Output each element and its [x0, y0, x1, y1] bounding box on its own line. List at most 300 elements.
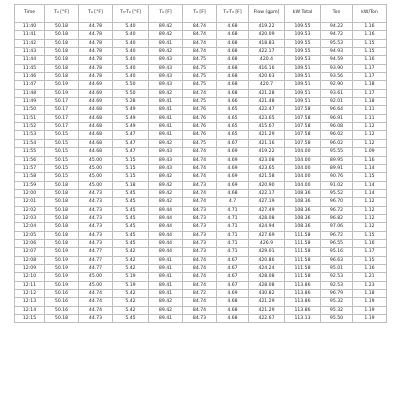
- table-cell: 1.16: [353, 31, 387, 39]
- table-cell: 95.52: [321, 189, 353, 197]
- table-cell: 5.40: [113, 39, 149, 47]
- table-cell: 44.78: [79, 73, 113, 81]
- table-cell: 12:02: [15, 206, 45, 214]
- table-cell: 50.17: [45, 114, 79, 122]
- table-cell: 424.94: [249, 223, 285, 231]
- table-cell: 84.74: [183, 306, 217, 314]
- table-cell: 84.76: [183, 114, 217, 122]
- table-cell: 5.15: [113, 156, 149, 164]
- table-cell: 84.73: [183, 181, 217, 189]
- table-cell: 423.65: [249, 114, 285, 122]
- table-cell: 89.41: [149, 273, 183, 281]
- table-cell: 421.29: [249, 298, 285, 306]
- table-cell: 11:53: [15, 131, 45, 139]
- table-cell: 11:49: [15, 98, 45, 106]
- table-cell: 107.58: [285, 131, 321, 139]
- table-cell: 11:47: [15, 81, 45, 89]
- table-cell: 44.73: [79, 206, 113, 214]
- table-cell: 1.09: [353, 148, 387, 156]
- table-cell: 45.00: [79, 164, 113, 172]
- table-row: [15, 239, 387, 247]
- table-cell: 11:52: [15, 123, 45, 131]
- table-cell: 1.18: [353, 98, 387, 106]
- column-header: T₀-T₀ [°F]: [113, 5, 149, 23]
- table-cell: 4.65: [217, 123, 249, 131]
- table-cell: 5.45: [113, 223, 149, 231]
- table-row: [15, 248, 387, 256]
- table-cell: 50.19: [45, 81, 79, 89]
- table-cell: 430.82: [249, 290, 285, 298]
- table-cell: 44.73: [79, 315, 113, 323]
- table-cell: 12:06: [15, 239, 45, 247]
- table-cell: 89.41: [149, 98, 183, 106]
- column-header: T₀-T₀ [F]: [217, 5, 249, 23]
- table-cell: 1.15: [353, 48, 387, 56]
- table-cell: 5.42: [113, 290, 149, 298]
- table-cell: 50.15: [45, 148, 79, 156]
- table-cell: 12:00: [15, 189, 45, 197]
- table-cell: 11:48: [15, 89, 45, 97]
- table-cell: 5.45: [113, 239, 149, 247]
- table-cell: 89.41: [149, 106, 183, 114]
- table-cell: 96.55: [321, 239, 353, 247]
- table-cell: 50.17: [45, 123, 79, 131]
- table-cell: 1.16: [353, 264, 387, 272]
- table-cell: 416.16: [249, 64, 285, 72]
- table-cell: 11:42: [15, 39, 45, 47]
- table-cell: 95.53: [321, 39, 353, 47]
- table-cell: 12:12: [15, 290, 45, 298]
- table-cell: 12:01: [15, 198, 45, 206]
- table-cell: 97.06: [321, 223, 353, 231]
- table-cell: 44.73: [79, 223, 113, 231]
- table-cell: 11:41: [15, 31, 45, 39]
- table-cell: 111.58: [285, 264, 321, 272]
- table-cell: 422.47: [249, 106, 285, 114]
- table-cell: 95.32: [321, 298, 353, 306]
- table-cell: 109.51: [285, 98, 321, 106]
- table-cell: 89.42: [149, 23, 183, 31]
- table-cell: 84.75: [183, 73, 217, 81]
- table-cell: 11:40: [15, 23, 45, 31]
- table-cell: 84.75: [183, 139, 217, 147]
- table-cell: 44.73: [79, 214, 113, 222]
- table-cell: 4.71: [217, 248, 249, 256]
- table-cell: 420.86: [249, 256, 285, 264]
- table-cell: 424.24: [249, 264, 285, 272]
- table-cell: 11:46: [15, 73, 45, 81]
- table-cell: 418.83: [249, 39, 285, 47]
- table-row: [15, 290, 387, 298]
- table-cell: 50.16: [45, 298, 79, 306]
- table-row: [15, 48, 387, 56]
- table-cell: 109.51: [285, 64, 321, 72]
- table-cell: 50.18: [45, 56, 79, 64]
- table-cell: 89.43: [149, 73, 183, 81]
- table-cell: 84.73: [183, 231, 217, 239]
- table-cell: 93.56: [321, 73, 353, 81]
- table-cell: 96.82: [321, 214, 353, 222]
- table-cell: 84.76: [183, 131, 217, 139]
- table-row: [15, 39, 387, 47]
- table-cell: 93.90: [321, 64, 353, 72]
- table-cell: 5.47: [113, 139, 149, 147]
- column-header: Ton: [321, 5, 353, 23]
- table-cell: 4.69: [217, 173, 249, 181]
- table-cell: 89.42: [149, 298, 183, 306]
- table-cell: 12:15: [15, 315, 45, 323]
- table-cell: 1.11: [353, 106, 387, 114]
- table-cell: 96.70: [321, 198, 353, 206]
- table-cell: 1.17: [353, 89, 387, 97]
- table-cell: 107.58: [285, 123, 321, 131]
- table-row: [15, 106, 387, 114]
- table-cell: 104.00: [285, 164, 321, 172]
- table-cell: 4.67: [217, 264, 249, 272]
- table-cell: 113.86: [285, 290, 321, 298]
- table-cell: 50.18: [45, 239, 79, 247]
- table-cell: 420.09: [249, 31, 285, 39]
- table-cell: 428.08: [249, 273, 285, 281]
- table-cell: 89.41: [149, 290, 183, 298]
- table-cell: 89.42: [149, 189, 183, 197]
- table-cell: 107.58: [285, 114, 321, 122]
- table-cell: 12:08: [15, 256, 45, 264]
- table-cell: 427.69: [249, 231, 285, 239]
- table-cell: 4.7: [217, 198, 249, 206]
- table-cell: 5.28: [113, 98, 149, 106]
- table-cell: 89.41: [149, 281, 183, 289]
- table-cell: 96.72: [321, 206, 353, 214]
- table-cell: 44.78: [79, 23, 113, 31]
- table-cell: 4.68: [217, 306, 249, 314]
- table-cell: 96.79: [321, 290, 353, 298]
- table-cell: 44.78: [79, 64, 113, 72]
- table-cell: 5.40: [113, 56, 149, 64]
- table-row: [15, 256, 387, 264]
- table-cell: 5.42: [113, 298, 149, 306]
- table-body: [15, 23, 387, 323]
- column-header: T₀ [°F]: [79, 5, 113, 23]
- table-cell: 84.76: [183, 106, 217, 114]
- table-cell: 5.45: [113, 198, 149, 206]
- table-cell: 4.68: [217, 189, 249, 197]
- table-cell: 5.15: [113, 173, 149, 181]
- table-cell: 50.18: [45, 39, 79, 47]
- column-header: T₀ [°F]: [45, 5, 79, 23]
- table-cell: 44.69: [79, 89, 113, 97]
- table-row: [15, 139, 387, 147]
- table-cell: 421.58: [249, 173, 285, 181]
- table-cell: 44.74: [79, 290, 113, 298]
- table-cell: 427.19: [249, 198, 285, 206]
- table-cell: 415.67: [249, 123, 285, 131]
- table-cell: 1.17: [353, 73, 387, 81]
- table-cell: 4.68: [217, 315, 249, 323]
- table-cell: 50.15: [45, 156, 79, 164]
- table-cell: 5.15: [113, 164, 149, 172]
- table-cell: 84.73: [183, 214, 217, 222]
- table-cell: 44.77: [79, 256, 113, 264]
- table-cell: 50.18: [45, 48, 79, 56]
- table-cell: 1.14: [353, 164, 387, 172]
- table-cell: 428.08: [249, 281, 285, 289]
- table-cell: 11:43: [15, 48, 45, 56]
- table-cell: 11:51: [15, 114, 45, 122]
- table-cell: 84.75: [183, 81, 217, 89]
- table-cell: 4.68: [217, 56, 249, 64]
- table-cell: 50.18: [45, 214, 79, 222]
- table-cell: 89.41: [149, 256, 183, 264]
- table-cell: 420.63: [249, 73, 285, 81]
- table-cell: 92.53: [321, 281, 353, 289]
- table-cell: 94.59: [321, 56, 353, 64]
- table-cell: 96.64: [321, 106, 353, 114]
- table-cell: 44.73: [79, 198, 113, 206]
- column-header: Flow [gpm]: [249, 5, 285, 23]
- table-cell: 93.61: [321, 89, 353, 97]
- table-cell: 84.75: [183, 56, 217, 64]
- table-cell: 111.58: [285, 248, 321, 256]
- table-cell: 95.01: [321, 264, 353, 272]
- table-cell: 95.55: [321, 148, 353, 156]
- table-row: [15, 281, 387, 289]
- table-row: [15, 123, 387, 131]
- table-row: [15, 198, 387, 206]
- table-cell: 12:03: [15, 214, 45, 222]
- table-cell: 5.42: [113, 306, 149, 314]
- table-cell: 11:50: [15, 106, 45, 114]
- table-cell: 4.68: [217, 39, 249, 47]
- table-cell: 1.15: [353, 39, 387, 47]
- table-cell: 111.58: [285, 256, 321, 264]
- table-cell: 4.67: [217, 281, 249, 289]
- table-cell: 109.51: [285, 89, 321, 97]
- table-cell: 50.17: [45, 106, 79, 114]
- table-cell: 89.41: [149, 114, 183, 122]
- table-cell: 111.58: [285, 239, 321, 247]
- header-row: [15, 5, 387, 23]
- table-cell: 4.68: [217, 298, 249, 306]
- table-cell: 4.69: [217, 290, 249, 298]
- table-cell: 419.22: [249, 23, 285, 31]
- table-cell: 104.00: [285, 148, 321, 156]
- table-cell: 5.42: [113, 256, 149, 264]
- table-cell: 428.08: [249, 214, 285, 222]
- table-cell: 422.17: [249, 189, 285, 197]
- table-cell: 96.02: [321, 131, 353, 139]
- table-cell: 44.78: [79, 48, 113, 56]
- table-cell: 50.18: [45, 73, 79, 81]
- table-cell: 11:45: [15, 64, 45, 72]
- table-cell: 109.55: [285, 48, 321, 56]
- table-cell: 1.12: [353, 139, 387, 147]
- table-cell: 50.17: [45, 98, 79, 106]
- table-cell: 5.45: [113, 206, 149, 214]
- table-cell: 50.15: [45, 173, 79, 181]
- table-cell: 50.16: [45, 306, 79, 314]
- table-row: [15, 164, 387, 172]
- table-cell: 4.65: [217, 106, 249, 114]
- table-cell: 4.68: [217, 89, 249, 97]
- table-cell: 1.16: [353, 23, 387, 31]
- table-row: [15, 156, 387, 164]
- table-cell: 5.40: [113, 23, 149, 31]
- table-row: [15, 214, 387, 222]
- table-cell: 4.68: [217, 64, 249, 72]
- table-cell: 94.72: [321, 31, 353, 39]
- table-cell: 44.74: [79, 298, 113, 306]
- table-cell: 89.44: [149, 239, 183, 247]
- table-cell: 5.40: [113, 31, 149, 39]
- table-cell: 84.74: [183, 156, 217, 164]
- table-row: [15, 23, 387, 31]
- table-cell: 5.47: [113, 131, 149, 139]
- table-cell: 12:09: [15, 264, 45, 272]
- table-cell: 89.43: [149, 56, 183, 64]
- table-cell: 50.15: [45, 131, 79, 139]
- table-cell: 4.68: [217, 31, 249, 39]
- table-cell: 50.18: [45, 206, 79, 214]
- table-row: [15, 98, 387, 106]
- table-cell: 5.40: [113, 48, 149, 56]
- table-cell: 4.69: [217, 181, 249, 189]
- table-cell: 84.74: [183, 23, 217, 31]
- table-cell: 89.44: [149, 223, 183, 231]
- table-cell: 89.91: [321, 164, 353, 172]
- table-cell: 96.91: [321, 114, 353, 122]
- chiller-data-table: [14, 4, 387, 323]
- table-row: [15, 231, 387, 239]
- column-header: T₀ [F]: [149, 5, 183, 23]
- table-cell: 419.22: [249, 148, 285, 156]
- table-cell: 5.42: [113, 264, 149, 272]
- table-cell: 1.18: [353, 290, 387, 298]
- table-cell: 4.66: [217, 98, 249, 106]
- table-cell: 50.18: [45, 189, 79, 197]
- table-cell: 108.36: [285, 198, 321, 206]
- column-header: kW Total: [285, 5, 321, 23]
- table-cell: 92.90: [321, 81, 353, 89]
- table-row: [15, 64, 387, 72]
- table-cell: 44.69: [79, 81, 113, 89]
- table-cell: 421.28: [249, 89, 285, 97]
- table-cell: 44.77: [79, 264, 113, 272]
- table-cell: 84.73: [183, 315, 217, 323]
- table-cell: 5.19: [113, 273, 149, 281]
- table-cell: 104.00: [285, 156, 321, 164]
- table-cell: 12:10: [15, 273, 45, 281]
- table-cell: 108.36: [285, 189, 321, 197]
- table-cell: 113.86: [285, 281, 321, 289]
- table-cell: 4.71: [217, 214, 249, 222]
- table-cell: 5.40: [113, 64, 149, 72]
- table-cell: 45.00: [79, 281, 113, 289]
- table-cell: 50.19: [45, 248, 79, 256]
- table-cell: 11:59: [15, 181, 45, 189]
- table-cell: 1.19: [353, 306, 387, 314]
- table-cell: 420.90: [249, 181, 285, 189]
- table-cell: 109.51: [285, 81, 321, 89]
- table-cell: 84.74: [183, 173, 217, 181]
- table-cell: 1.15: [353, 173, 387, 181]
- table-cell: 4.67: [217, 256, 249, 264]
- table-cell: 89.42: [149, 139, 183, 147]
- table-cell: 95.50: [321, 315, 353, 323]
- table-cell: 89.43: [149, 156, 183, 164]
- table-cell: 89.43: [149, 64, 183, 72]
- table-cell: 1.16: [353, 56, 387, 64]
- table-cell: 50.19: [45, 281, 79, 289]
- table-cell: 1.12: [353, 198, 387, 206]
- column-header: kW/Ton: [353, 5, 387, 23]
- table-cell: 4.65: [217, 131, 249, 139]
- table-cell: 5.49: [113, 123, 149, 131]
- table-cell: 45.00: [79, 156, 113, 164]
- table-cell: 1.23: [353, 281, 387, 289]
- table-cell: 108.36: [285, 214, 321, 222]
- table-cell: 4.69: [217, 156, 249, 164]
- table-cell: 84.76: [183, 123, 217, 131]
- table-cell: 84.74: [183, 273, 217, 281]
- table-row: [15, 56, 387, 64]
- table-cell: 5.49: [113, 106, 149, 114]
- table-cell: 423.08: [249, 156, 285, 164]
- table-cell: 89.44: [149, 231, 183, 239]
- table-header: [15, 5, 387, 23]
- table-cell: 109.55: [285, 23, 321, 31]
- table-cell: 84.74: [183, 281, 217, 289]
- table-cell: 89.44: [149, 206, 183, 214]
- table-cell: 5.45: [113, 315, 149, 323]
- table-cell: 50.19: [45, 273, 79, 281]
- table-cell: 108.36: [285, 223, 321, 231]
- table-cell: 96.02: [321, 139, 353, 147]
- table-row: [15, 298, 387, 306]
- table-row: [15, 31, 387, 39]
- table-cell: 84.74: [183, 189, 217, 197]
- table-cell: 422.17: [249, 48, 285, 56]
- table-row: [15, 73, 387, 81]
- table-cell: 12:13: [15, 298, 45, 306]
- table-row: [15, 173, 387, 181]
- table-cell: 11:57: [15, 164, 45, 172]
- table-cell: 50.18: [45, 223, 79, 231]
- table-cell: 12:07: [15, 248, 45, 256]
- table-cell: 1.12: [353, 206, 387, 214]
- table-cell: 104.00: [285, 173, 321, 181]
- table-cell: 84.73: [183, 248, 217, 256]
- table-cell: 4.69: [217, 164, 249, 172]
- table-cell: 44.73: [79, 239, 113, 247]
- table-cell: 5.45: [113, 214, 149, 222]
- table-cell: 1.21: [353, 273, 387, 281]
- table-cell: 11:55: [15, 148, 45, 156]
- table-cell: 92.01: [321, 98, 353, 106]
- table-cell: 95.32: [321, 306, 353, 314]
- table-cell: 45.00: [79, 273, 113, 281]
- table-cell: 84.75: [183, 98, 217, 106]
- table-cell: 89.95: [321, 156, 353, 164]
- table-cell: 427.49: [249, 206, 285, 214]
- table-cell: 12:05: [15, 231, 45, 239]
- column-header: Time: [15, 5, 45, 23]
- table-cell: 109.53: [285, 31, 321, 39]
- table-cell: 44.73: [79, 189, 113, 197]
- table-row: [15, 189, 387, 197]
- table-cell: 5.19: [113, 281, 149, 289]
- table-cell: 50.19: [45, 256, 79, 264]
